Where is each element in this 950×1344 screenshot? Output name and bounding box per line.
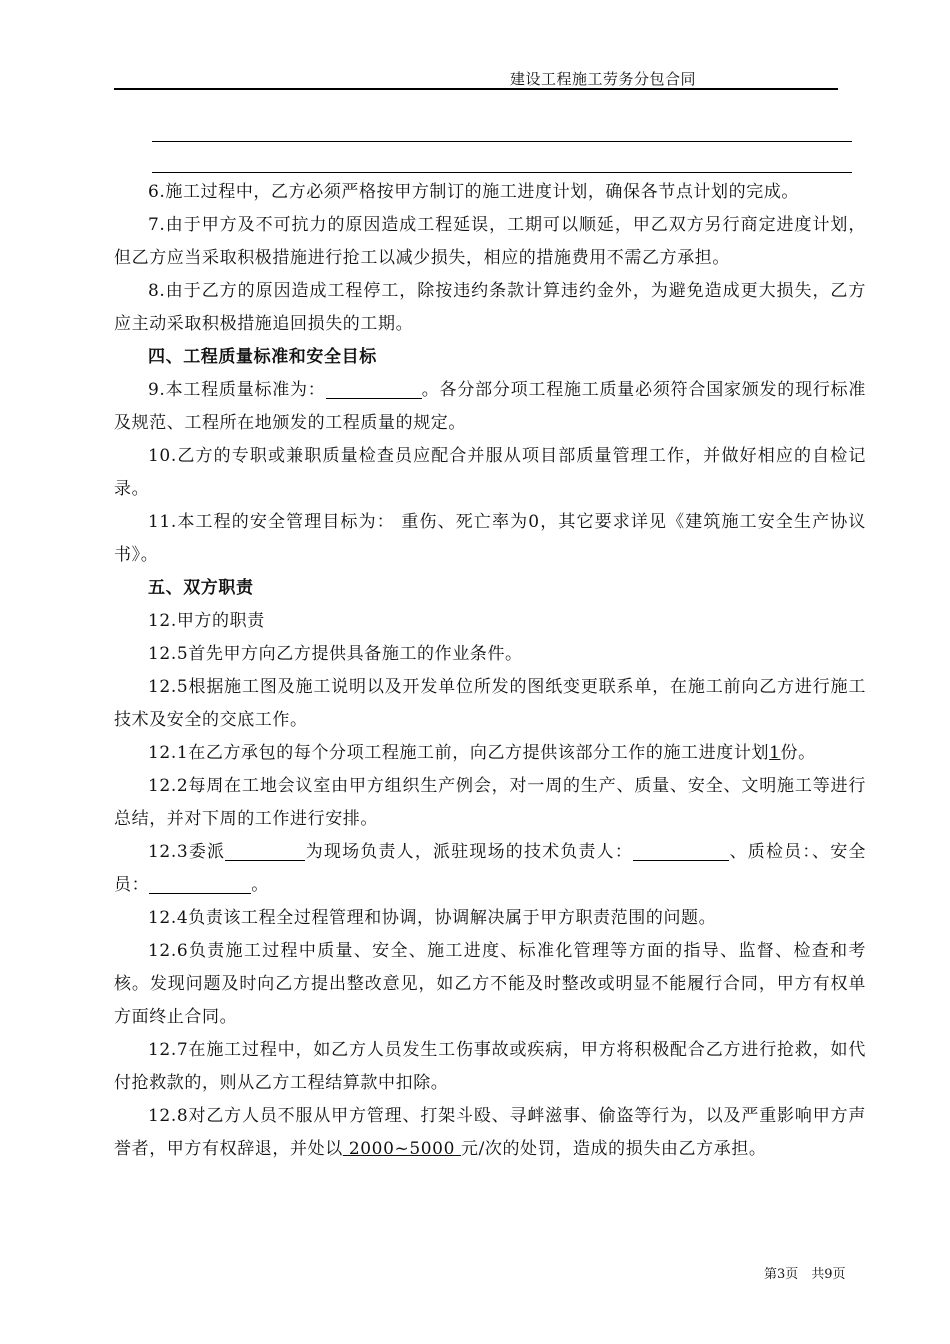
clause-12-3 bbox=[114, 836, 866, 902]
clause-12-1-text-c: 份。 bbox=[780, 743, 816, 763]
site-manager-blank bbox=[225, 843, 305, 861]
clause-12-8-text-c: 元/次的处罚，造成的损失由乙方承担。 bbox=[461, 1139, 767, 1159]
safety-officer-blank bbox=[149, 876, 251, 894]
clause-7: 7.由于甲方及不可抗力的原因造成工程延误，工期可以顺延，甲乙双方另行商定进度计划，但乙方应当采取积极措施进行抢工以减少损失，相应的措施费用不需乙方承担。 bbox=[114, 215, 866, 268]
header-rule bbox=[114, 88, 838, 90]
clause-6: 6.施工过程中，乙方必须严格按甲方制订的施工进度计划，确保各节点计划的完成。 bbox=[148, 182, 800, 202]
header-title: 建设工程施工劳务分包合同 bbox=[510, 70, 697, 88]
clause-12-3-text-e: 。 bbox=[251, 875, 269, 895]
clause-12-3-text-c: 、质检员： bbox=[729, 842, 813, 862]
clause-12-1 bbox=[114, 737, 866, 770]
clause-12-1-text-a: 12.1在乙方承包的每个分项工程施工前，向乙方提供该部分工作的施工进度计划 bbox=[148, 743, 770, 763]
clause-12-7: 12.7在施工过程中，如乙方人员发生工伤事故或疾病，甲方将积极配合乙方进行抢救，如代付抢救款的，则从乙方工程结算款中扣除。 bbox=[114, 1040, 866, 1093]
section-4-heading: 四、工程质量标准和安全目标 bbox=[148, 347, 377, 367]
clause-8: 8.由于乙方的原因造成工程停工，除按违约条款计算违约金外，为避免造成更大损失，乙方应主动采取积极措施追回损失的工期。 bbox=[114, 281, 866, 334]
clause-12-3-text-b: 为现场负责人，派驻现场的技术负责人： bbox=[305, 842, 634, 862]
clause-12-8 bbox=[114, 1100, 866, 1166]
contract-body bbox=[114, 176, 866, 1166]
tech-lead-blank bbox=[633, 843, 729, 861]
penalty-amount: 2000~5000 bbox=[342, 1139, 461, 1159]
clause-12-5b: 12.5根据施工图及施工说明以及开发单位所发的图纸变更联系单，在施工前向乙方进行施工技术及安全的交底工作。 bbox=[114, 677, 866, 730]
clause-12-2: 12.2每周在工地会议室由甲方组织生产例会，对一周的生产、质量、安全、文明施工等进行总结，并对下周的工作进行安排。 bbox=[114, 776, 866, 829]
clause-12-3-text-d: 、安全员： bbox=[114, 842, 866, 895]
quality-standard-blank bbox=[326, 381, 422, 399]
section-5-heading: 五、双方职责 bbox=[148, 578, 254, 598]
clause-12-3-text-a: 12.3委派 bbox=[148, 842, 226, 862]
clause-12-5a: 12.5首先甲方向乙方提供具备施工的作业条件。 bbox=[148, 644, 523, 664]
clause-10: 10.乙方的专职或兼职质量检查员应配合并服从项目部质量管理工作，并做好相应的自检记录。 bbox=[114, 446, 866, 499]
clause-12-8-text-a: 12.8对乙方人员不服从甲方管理、打架斗殴、寻衅滋事、偷盗等行为，以及严重影响甲方声誉者，甲方有权辞退，并处以 bbox=[114, 1106, 866, 1159]
clause-9-text-b: 。各分部分项工程施工质量必须符合国家颁发的现行标准及规范、工程所在地颁发的工程质量的规定。 bbox=[114, 380, 867, 433]
clause-9-text-a: 9.本工程质量标准为： bbox=[148, 380, 326, 400]
blank-line bbox=[152, 141, 852, 142]
clause-12-6: 12.6负责施工过程中质量、安全、施工进度、标准化管理等方面的指导、监督、检查和考核。发现问题及时向乙方提出整改意见，如乙方不能及时整改或明显不能履行合同，甲方有权单方面终止合同。 bbox=[114, 941, 866, 1027]
clause-9 bbox=[114, 374, 866, 440]
page-number: 第3页 共9页 bbox=[764, 1267, 846, 1282]
clause-12-4: 12.4负责该工程全过程管理和协调，协调解决属于甲方职责范围的问题。 bbox=[148, 908, 717, 928]
blank-line bbox=[152, 172, 852, 173]
clause-12: 12.甲方的职责 bbox=[148, 611, 265, 631]
schedule-copies-value: 1 bbox=[769, 743, 781, 763]
clause-11: 11.本工程的安全管理目标为： 重伤、死亡率为0，其它要求详见《建筑施工安全生产协议书》。 bbox=[114, 512, 866, 565]
